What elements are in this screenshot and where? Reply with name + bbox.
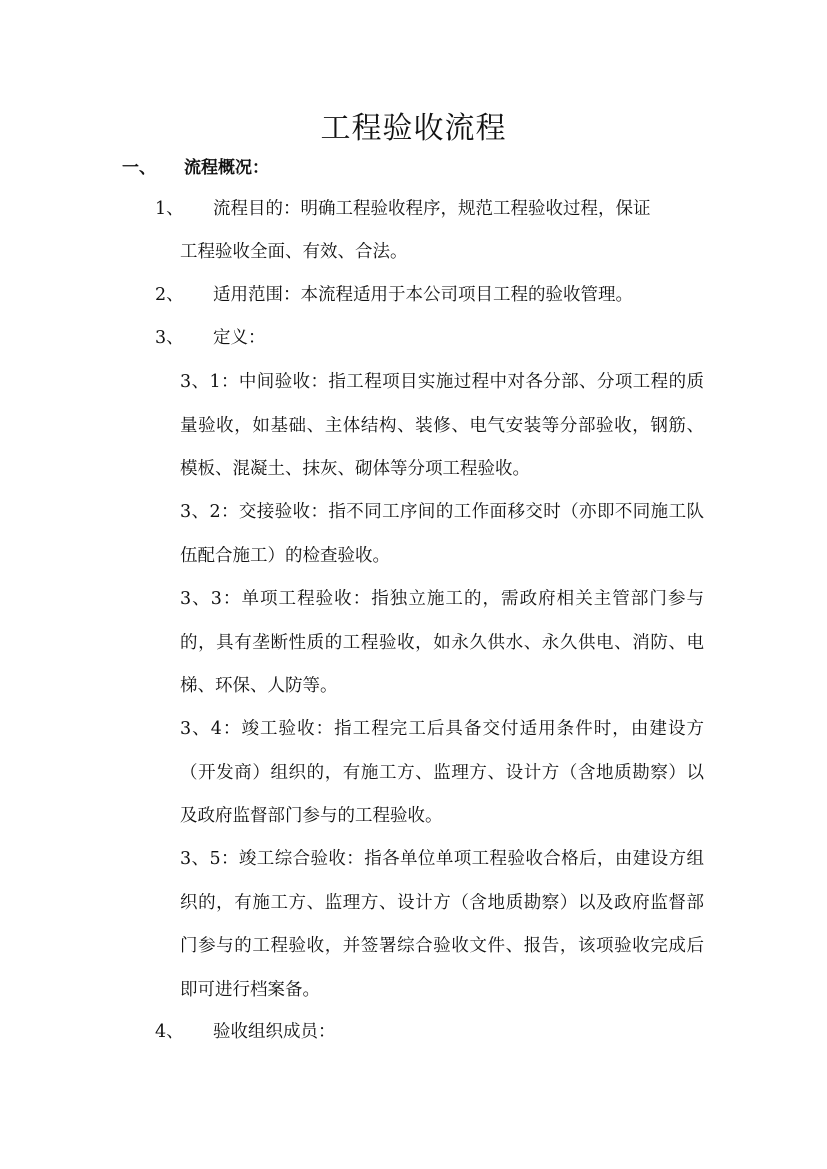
item-scope — [155, 274, 705, 317]
definition-paragraph: 3、4：竣工验收：指工程完工后具备交付适用条件时，由建设方（开发商）组织的，有施工方、监理方、设计方（含地质勘察）以及政府监督部门参与的工程验收。 — [180, 719, 704, 826]
item-purpose — [155, 188, 705, 274]
section-heading-text: 流程概况： — [184, 158, 269, 178]
definition-paragraph: 3、5：竣工综合验收：指各单位单项工程验收合格后，由建设方组织的，有施工方、监理方、设计方（含地质勘察）以及政府监督部门参与的工程验收，并签署综合验收文件、报告，该项验收完成后即可进行档案备。 — [180, 849, 704, 1000]
definition-paragraph: 3、2：交接验收：指不同工序间的工作面移交时（亦即不同施工队伍配合施工）的检查验收。 — [180, 502, 704, 566]
item-text-continuation: 工程验收全面、有效、合法。 — [180, 242, 408, 262]
item-text: 验收组织成员： — [213, 1022, 336, 1042]
section-heading — [122, 153, 269, 178]
item-definition — [155, 317, 705, 360]
document-title: 工程验收流程 — [320, 111, 507, 146]
item-members — [155, 1011, 705, 1054]
item-text: 定义： — [213, 328, 266, 348]
definition-paragraph: 3、3：单项工程验收：指独立施工的，需政府相关主管部门参与的，具有垄断性质的工程验收，如永久供水、永久供电、消防、电梯、环保、人防等。 — [180, 589, 704, 696]
item-text: 流程目的：明确工程验收程序，规范工程验收过程，保证 — [213, 199, 651, 219]
definition-paragraph: 3、1：中间验收：指工程项目实施过程中对各分部、分项工程的质量验收，如基础、主体结构、装修、电气安装等分部验收，钢筋、模板、混凝土、抹灰、砌体等分项工程验收。 — [180, 372, 704, 479]
item-number: 3、 — [155, 328, 184, 348]
item-number: 1、 — [155, 199, 184, 219]
section-number: 一、 — [122, 158, 156, 178]
item-text: 适用范围：本流程适用于本公司项目工程的验收管理。 — [213, 285, 633, 305]
item-number: 4、 — [155, 1022, 184, 1042]
item-number: 2、 — [155, 285, 184, 305]
